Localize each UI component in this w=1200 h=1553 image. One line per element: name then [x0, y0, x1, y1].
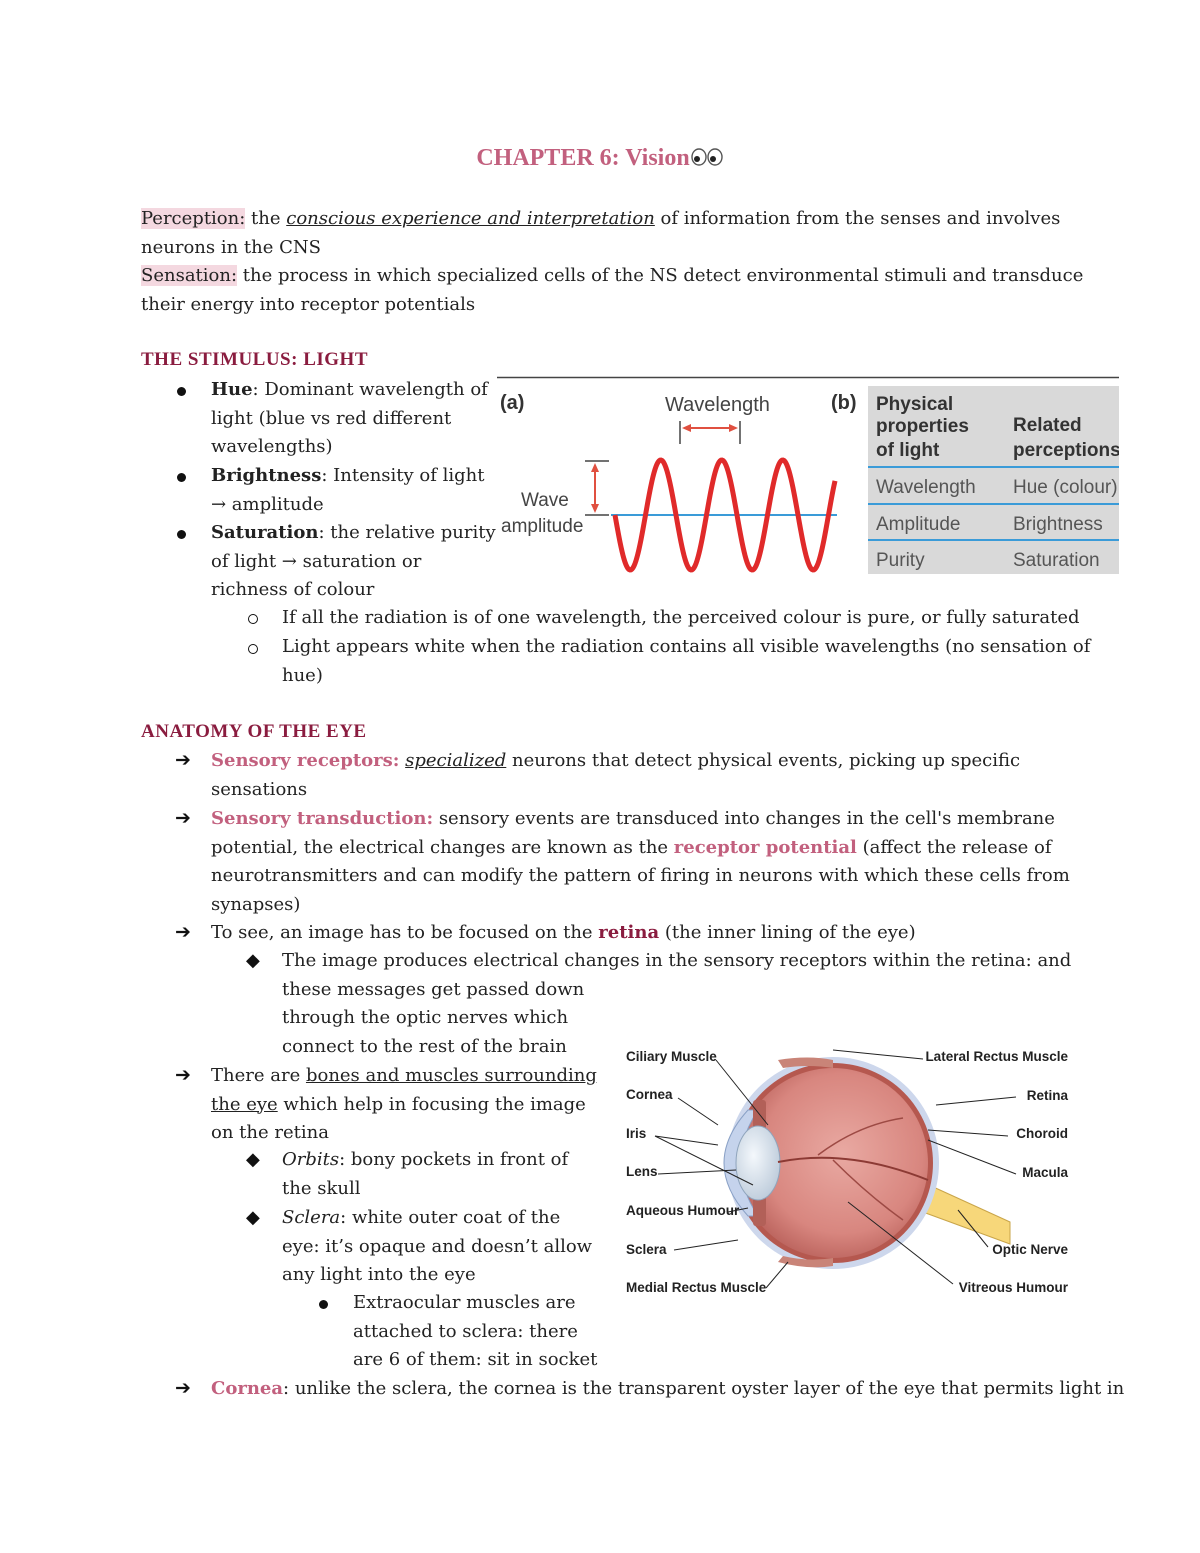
panel-a-label: (a) [500, 392, 525, 414]
sclera-text-2: eye: it’s opaque and doesn’t allow [282, 1235, 593, 1257]
diamond-bullet: ◆ [246, 950, 260, 971]
bones-text-pre: There are [211, 1065, 306, 1086]
saturation-text-2: of light → saturation or [211, 550, 422, 572]
perception-text-2: neurons in the CNS [141, 236, 321, 258]
label-macula: Macula [1022, 1165, 1068, 1180]
arrow-bullet: ➔ [175, 1377, 191, 1399]
bones-underline-1: bones and muscles surrounding [305, 1065, 597, 1086]
retina-sub-text-1: The image produces electrical changes in the sensory receptors within the retina: and [282, 950, 1072, 971]
label-iris: Iris [626, 1126, 647, 1141]
saturation-sub-1: If all the radiation is of one wavelength, the perceived colour is pure, or fully saturated [282, 607, 1080, 628]
anatomy-heading: ANATOMY OF THE EYE [141, 721, 367, 742]
label-vitreous-humour: Vitreous Humour [958, 1280, 1068, 1295]
sensory-transduction-text-2a: potential, the electrical changes are known as the [211, 836, 674, 858]
table-header-2-line-1: Related [1013, 415, 1082, 436]
stimulus-heading: THE STIMULUS: LIGHT [141, 349, 368, 370]
perception-pre: the [245, 208, 287, 229]
bones-underline-2: the eye [211, 1093, 278, 1115]
hue-text-1: : Dominant wavelength of [252, 379, 488, 400]
saturation-item [211, 519, 496, 605]
eyes-icon [690, 143, 724, 163]
page-title [0, 141, 1200, 175]
sensory-transduction-text-1: sensory events are transduced into changes in the cell's membrane [433, 808, 1055, 829]
table-row-3-prop: Purity [876, 550, 925, 571]
label-lateral-rectus-muscle: Lateral Rectus Muscle [925, 1049, 1068, 1064]
orbits-text-1: : bony pockets in front of [339, 1149, 569, 1170]
brightness-item [211, 462, 485, 519]
table-header-1-line-1: Physical [876, 394, 954, 415]
label-cornea: Cornea [626, 1087, 673, 1102]
label-sclera: Sclera [626, 1242, 667, 1257]
perception-emphasis: conscious experience and interpretation [286, 208, 655, 229]
saturation-sub-2 [282, 633, 1090, 690]
extraocular-text-3: are 6 of them: sit in socket [353, 1349, 598, 1370]
table-row-1-prop: Wavelength [876, 477, 976, 498]
wavelength-label: Wavelength [665, 394, 770, 416]
arrow-bullet: ➔ [175, 807, 191, 829]
bones-text-2: which help in focusing the image [277, 1093, 586, 1115]
saturation-text-1: : the relative purity [318, 522, 496, 543]
panel-b-label: (b) [831, 392, 857, 414]
sclera-term: Sclera [282, 1207, 341, 1228]
retina-text-post: (the inner lining of the eye) [659, 922, 916, 943]
brightness-term: Brightness [211, 465, 322, 486]
wave-figure [497, 376, 1119, 576]
sensation-term: Sensation: [141, 265, 238, 286]
sensory-receptors-term: Sensory receptors: [211, 750, 400, 771]
sensation-text-2: their energy into receptor potentials [141, 293, 476, 315]
sensory-transduction-text-3: neurotransmitters and can modify the pattern of firing in neurons with which these cells from [211, 865, 1070, 886]
specialized-emphasis: specialized [405, 750, 507, 771]
bullet-dot [319, 1300, 328, 1309]
bones-text-3: on the retina [211, 1122, 329, 1143]
retina-item [211, 919, 916, 948]
hue-text-2: light (blue vs red different [211, 407, 452, 429]
extraocular-item [353, 1289, 597, 1375]
table-row-1-perc: Hue (colour) [1013, 477, 1118, 498]
extraocular-text-2: attached to sclera: there [353, 1320, 578, 1342]
saturation-sub-2-line-1: Light appears white when the radiation contains all visible wavelengths (no sensation of [282, 636, 1091, 657]
table-row-3-perc: Saturation [1013, 550, 1100, 571]
sensory-receptors-item [211, 747, 1020, 804]
perception-text-1: of information from the senses and involves [654, 208, 1061, 229]
sensory-transduction-text-4: synapses) [211, 893, 301, 915]
sensory-receptors-text-1: neurons that detect physical events, picking up specific [506, 750, 1021, 771]
table-row-2-perc: Brightness [1013, 514, 1103, 535]
label-medial-rectus-muscle: Medial Rectus Muscle [626, 1280, 767, 1295]
label-choroid: Choroid [1016, 1126, 1068, 1141]
retina-sub-text-2: these messages get passed down [282, 978, 585, 1000]
bullet-circle [248, 644, 258, 654]
cornea-item [211, 1375, 1124, 1404]
sensory-transduction-item [211, 805, 1070, 919]
table-header-2-line-2: perceptions [1013, 440, 1119, 461]
label-retina: Retina [1026, 1088, 1068, 1103]
diamond-bullet: ◆ [246, 1207, 260, 1228]
brightness-text-1: : Intensity of light [321, 465, 485, 486]
hue-text-3: wavelengths) [211, 436, 333, 457]
bullet-dot [177, 530, 186, 539]
amplitude-label-2: amplitude [501, 516, 584, 537]
perception-definition [141, 205, 1071, 262]
sclera-text-1: : white outer coat of the [340, 1207, 561, 1228]
amplitude-label-1: Wave [521, 490, 569, 511]
sclera-item [282, 1204, 592, 1290]
label-optic-nerve: Optic Nerve [992, 1242, 1068, 1257]
receptor-potential-term: receptor potential [673, 836, 857, 858]
retina-sub-text-3: through the optic nerves which [282, 1007, 569, 1028]
sensation-definition [141, 262, 1084, 319]
orbits-term: Orbits [282, 1149, 340, 1170]
cornea-text: : unlike the sclera, the cornea is the transparent oyster layer of the eye that permits light in [283, 1378, 1125, 1399]
sensory-receptors-text-2: sensations [211, 778, 308, 800]
label-aqueous-humour: Aqueous Humour [626, 1203, 740, 1218]
brightness-text-2: → amplitude [211, 493, 324, 515]
eye-diagram [618, 1030, 1078, 1305]
retina-text-pre: To see, an image has to be focused on the [211, 922, 599, 943]
saturation-sub-2-line-2: hue) [282, 664, 323, 686]
sensation-text-1: the process in which specialized cells of the NS detect environmental stimuli and transduce [237, 265, 1084, 286]
retina-sub-text-4: connect to the rest of the brain [282, 1035, 567, 1057]
label-ciliary-muscle: Ciliary Muscle [626, 1049, 717, 1064]
perception-term: Perception: [141, 208, 246, 229]
title-text: CHAPTER 6: Vision [476, 145, 690, 171]
cornea-term: Cornea [211, 1378, 284, 1399]
hue-term: Hue [211, 379, 253, 400]
sensory-transduction-text-2c: (affect the release of [856, 836, 1052, 858]
sensory-transduction-term: Sensory transduction: [211, 808, 434, 829]
saturation-text-3: richness of colour [211, 579, 375, 600]
retina-term: retina [598, 922, 660, 943]
arrow-bullet: ➔ [175, 1064, 191, 1086]
orbits-item [282, 1146, 568, 1203]
diamond-bullet: ◆ [246, 1149, 260, 1170]
table-row-2-prop: Amplitude [876, 514, 961, 535]
saturation-term: Saturation [211, 522, 319, 543]
table-header-1-line-2: properties [876, 416, 969, 437]
table-header-1-line-3: of light [876, 440, 940, 461]
bullet-dot [177, 387, 186, 396]
bullet-dot [177, 473, 186, 482]
arrow-bullet: ➔ [175, 749, 191, 771]
sclera-text-3: any light into the eye [282, 1264, 476, 1285]
label-lens: Lens [626, 1164, 658, 1179]
orbits-text-2: the skull [282, 1177, 361, 1199]
bullet-circle [248, 614, 258, 624]
hue-item [211, 376, 488, 462]
bones-muscles-item [211, 1062, 597, 1148]
extraocular-text-1: Extraocular muscles are [353, 1292, 576, 1313]
arrow-bullet: ➔ [175, 921, 191, 943]
